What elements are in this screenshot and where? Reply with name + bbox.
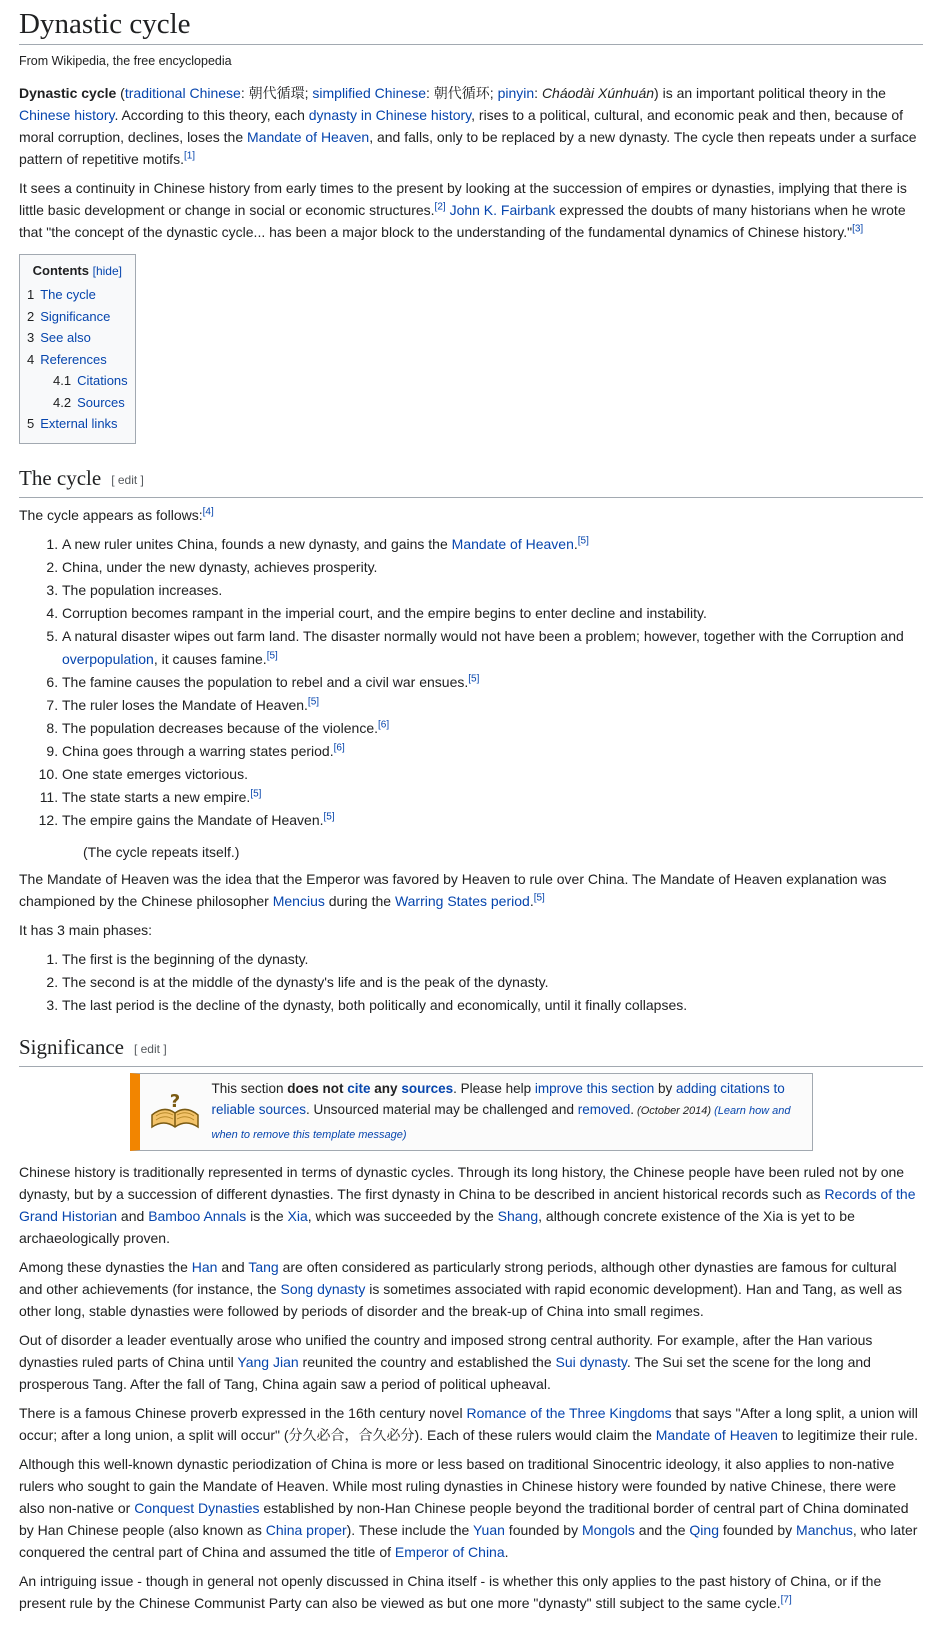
text: , and falls, only to be replaced by a new dynasty. The cycle then repeats under a surface pattern of repetitive motifs.: [19, 129, 917, 167]
citation-link[interactable]: [6]: [333, 742, 345, 754]
significance-paragraph-2: [19, 1256, 923, 1322]
cycle-step: [62, 556, 923, 579]
significance-paragraph-1: [19, 1161, 923, 1249]
toc-number: 4.2: [53, 394, 72, 410]
section-heading-cycle: [19, 464, 923, 498]
text: , who later conquered the central part of China and assumed the title of: [19, 1522, 918, 1561]
toc-item[interactable]: [27, 349, 128, 414]
link-mandate-of-heaven[interactable]: Mandate of Heaven: [655, 1427, 778, 1444]
text: China goes through a warring states period.: [62, 742, 334, 759]
text: founded by: [504, 1522, 582, 1539]
text: reunited the country and established the: [298, 1354, 556, 1371]
text: ) is an important political theory in the: [654, 85, 886, 101]
cycle-step: [62, 533, 923, 556]
link-yuan[interactable]: Yuan: [472, 1522, 505, 1539]
list-item: 2. The second is at the middle of the dynasty's life and is the peak of the dynasty.: [62, 971, 923, 994]
intro-paragraph-1: [19, 82, 923, 170]
link-removed[interactable]: removed: [577, 1102, 631, 1118]
cycle-step: [62, 579, 923, 602]
text: expressed the doubts of many historians when he wrote that "the concept of the dynastic cycle... has been a major block to the understanding of the fundamental dynamics of Chinese history.": [19, 202, 906, 240]
cycle-step: [62, 809, 923, 832]
toc-hide-toggle[interactable]: [hide]: [92, 264, 122, 278]
text: There is a famous Chinese proverb expressed in the 16th century novel: [19, 1405, 467, 1422]
link-mencius[interactable]: Mencius: [272, 892, 325, 909]
mandate-paragraph: [19, 868, 923, 912]
text: that says "After a long split, a union will occur; after a long union, a split will occur" (分久必合，合久必分). Each of these rulers would claim the: [19, 1405, 918, 1444]
link-manchus[interactable]: Manchus: [796, 1522, 853, 1539]
cycle-step: [62, 602, 923, 625]
toc-link[interactable]: Sources: [77, 394, 125, 410]
toc-link[interactable]: See also: [40, 330, 91, 345]
text: .: [573, 535, 578, 552]
text: A new ruler unites China, founds a new dynasty, and gains the: [62, 535, 452, 552]
text: .: [529, 892, 534, 909]
citation-link[interactable]: [5]: [307, 696, 320, 708]
inline-link[interactable]: Mandate of Heaven: [451, 535, 574, 552]
toc-sublist: [53, 370, 128, 413]
cycle-step: [62, 786, 923, 809]
toc-item[interactable]: [27, 327, 128, 349]
text: and the: [634, 1522, 690, 1539]
citation-link[interactable]: [5]: [266, 650, 278, 662]
toc-number: 5: [27, 416, 35, 431]
cycle-step: [62, 671, 923, 694]
text: A natural disaster wipes out farm land. The disaster normally would not have been a problem; however, together with the Corruption and: [62, 627, 904, 644]
edit-link[interactable]: [ edit ]: [133, 1041, 167, 1056]
citation-link[interactable]: [5]: [577, 535, 589, 547]
significance-paragraph-5: [19, 1453, 923, 1563]
citation-link[interactable]: [5]: [533, 892, 545, 904]
link-three-kingdoms[interactable]: Romance of the Three Kingdoms: [466, 1405, 672, 1422]
phases-intro: It has 3 main phases:: [19, 921, 153, 938]
section-heading-significance: [19, 1033, 923, 1067]
link-han[interactable]: Han: [191, 1259, 218, 1276]
text: during the: [324, 892, 395, 909]
link-sources[interactable]: sources: [401, 1080, 454, 1096]
link-bamboo-annals[interactable]: Bamboo Annals: [148, 1208, 247, 1225]
toc-title: Contents: [32, 263, 89, 278]
significance-paragraph-4: [19, 1402, 923, 1446]
cycle-intro: [19, 504, 923, 526]
heading-text: The cycle: [19, 465, 102, 490]
text: founded by: [718, 1522, 797, 1539]
citation-link[interactable]: [3]: [852, 223, 864, 235]
text: , which was succeeded by the: [307, 1208, 498, 1225]
toc-link[interactable]: References: [40, 351, 107, 367]
edit-link[interactable]: [ edit ]: [111, 472, 144, 487]
text: The cycle appears as follows:: [19, 506, 203, 523]
link-qing[interactable]: Qing: [689, 1522, 719, 1539]
inline-link[interactable]: overpopulation: [62, 650, 154, 667]
toc-number: 4.1: [53, 373, 72, 388]
text: is the: [246, 1208, 288, 1225]
toc-item[interactable]: [53, 392, 128, 414]
citation-link[interactable]: [5]: [250, 788, 262, 800]
link-sui-dynasty[interactable]: Sui dynasty: [555, 1354, 627, 1371]
link-tang[interactable]: Tang: [248, 1259, 279, 1276]
significance-paragraph-6: [19, 1570, 923, 1614]
page-title: Dynastic cycle: [19, 0, 923, 45]
text: . The Sui set the scene for the long and prosperous Tang. After the fall of Tang, China again saw a period of political upheaval.: [19, 1354, 871, 1393]
svg-text:?: ?: [169, 1091, 180, 1113]
citation-link[interactable]: [7]: [780, 1594, 792, 1606]
citation-link[interactable]: [1]: [183, 150, 196, 162]
text: :: [534, 85, 542, 101]
toc-title-row: [27, 263, 128, 278]
text: Out of disorder a leader eventually arose who unified the country and imposed strong central authority. For example, after the Han various dynasties ruled parts of China until: [19, 1332, 873, 1371]
text: The state starts a new empire.: [62, 788, 251, 805]
text: and: [117, 1208, 149, 1225]
link-records[interactable]: Records of the Grand Historian: [19, 1186, 916, 1225]
link-pinyin[interactable]: pinyin: [497, 85, 535, 101]
citation-link[interactable]: [5]: [323, 811, 335, 823]
list-item: 3. The last period is the decline of the dynasty, both politically and economically, until it finally collapses.: [62, 994, 923, 1017]
link-warring-states[interactable]: Warring States period: [394, 892, 530, 909]
link-learn-how[interactable]: (Learn how and when to remove this template message): [211, 1105, 791, 1141]
citation-link[interactable]: [6]: [378, 719, 390, 731]
toc-number: 1: [27, 287, 35, 302]
text: Chinese history is traditionally represented in terms of dynastic cycles. Through its long history, the Chinese people have been ruled not by one dynasty, but by a succession of different dynasties. The first dynasty in China to be described in ancient historical records such as: [19, 1164, 905, 1203]
heading-text: Significance: [19, 1034, 124, 1059]
unsourced-notice: [130, 1073, 813, 1152]
book-question-icon: [148, 1085, 202, 1139]
link-chinese-history[interactable]: Chinese history: [19, 107, 115, 123]
text: It sees a continuity in Chinese history from early times to the present by looking at the succession of empires or dynasties, implying that there is little basic development or change in social or economic structures.: [19, 180, 907, 218]
text: The famine causes the population to rebel and a civil war ensues.: [62, 673, 469, 690]
notice-date: (October 2014): [634, 1105, 715, 1118]
toc-item[interactable]: [27, 284, 128, 306]
toc-list: [27, 284, 128, 435]
notice-text: [212, 1078, 802, 1147]
text: : 朝代循环;: [426, 85, 498, 101]
link-fairbank[interactable]: John K. Fairbank: [449, 202, 556, 218]
phases-list: [19, 948, 923, 1017]
cycle-list: [19, 533, 923, 832]
text: The Mandate of Heaven was the idea that the Emperor was favored by Heaven to rule over China. The Mandate of Heaven explanation was championed by the Chinese philosopher: [19, 870, 887, 909]
citation-link[interactable]: [4]: [202, 506, 214, 518]
link-cite[interactable]: cite: [347, 1080, 371, 1096]
text: to legitimize their rule.: [777, 1427, 919, 1444]
toc-number: 2: [27, 308, 35, 324]
toc-item[interactable]: [53, 370, 128, 392]
cycle-repeat-note: (The cycle repeats itself.): [83, 843, 240, 860]
toc-item[interactable]: [27, 413, 128, 435]
text: (: [116, 85, 125, 101]
toc-link[interactable]: The cycle: [40, 287, 96, 302]
bold-text: does not: [287, 1080, 348, 1096]
cycle-step: [62, 740, 923, 763]
toc-link[interactable]: Significance: [40, 308, 111, 324]
text: , although concrete existence of the Xia is yet to be archaeologically proven.: [19, 1208, 855, 1247]
text: China, under the new dynasty, achieves prosperity.: [62, 558, 378, 575]
link-conquest-dynasties[interactable]: Conquest Dynasties: [134, 1500, 260, 1517]
text: established by non-Han Chinese people beyond the traditional border of central part of China dominated by Han Chinese people (also known as: [19, 1500, 909, 1539]
table-of-contents: [19, 254, 136, 444]
text: : 朝代循環;: [240, 85, 313, 101]
link-song-dynasty[interactable]: Song dynasty: [280, 1281, 366, 1298]
text: . Please help: [453, 1080, 535, 1096]
text: , rises to a political, cultural, and economic peak and then, because of moral corruption, declines, loses the: [19, 107, 904, 145]
list-item: 1. The first is the beginning of the dynasty.: [62, 948, 923, 971]
significance-paragraph-3: [19, 1329, 923, 1395]
bold-text: any: [370, 1080, 402, 1096]
link-mandate-of-heaven[interactable]: Mandate of Heaven: [247, 129, 370, 145]
text: ). These include the: [346, 1522, 473, 1539]
text: . According to this theory, each: [114, 107, 309, 123]
cycle-step: [62, 717, 923, 740]
link-traditional-chinese[interactable]: traditional Chinese: [124, 85, 241, 101]
cycle-step: [62, 625, 923, 671]
link-emperor-of-china[interactable]: Emperor of China: [394, 1544, 505, 1561]
link-china-proper[interactable]: China proper: [265, 1522, 347, 1539]
link-shang[interactable]: Shang: [497, 1208, 539, 1225]
text: is sometimes associated with rapid economic development). Han and Tang, as well as other long, stable dynasties were followed by periods of disorder and the break-up of China into small regimes.: [19, 1281, 903, 1320]
toc-item[interactable]: [27, 306, 128, 328]
pinyin-term: Cháodài Xúnhuán: [541, 85, 655, 101]
text: .: [504, 1544, 509, 1561]
toc-number: 4: [27, 351, 35, 367]
cycle-step: [62, 763, 923, 786]
text: The population increases.: [62, 581, 223, 598]
text: . Unsourced material may be challenged and: [306, 1102, 578, 1118]
citation-link[interactable]: [5]: [468, 673, 480, 685]
link-simplified-chinese[interactable]: simplified Chinese: [312, 85, 426, 101]
text: This section: [211, 1080, 288, 1096]
toc-link[interactable]: External links: [40, 416, 118, 431]
intro-paragraph-2: [19, 177, 923, 243]
text: .: [630, 1102, 634, 1118]
text: and: [217, 1259, 249, 1276]
link-adding-citations[interactable]: adding citations to reliable sources: [211, 1080, 785, 1118]
link-xia[interactable]: Xia: [287, 1208, 308, 1225]
text: Among these dynasties the: [19, 1259, 192, 1276]
text: are often considered as particularly strong periods, although other dynasties are famous for cultural and other achievements (for instance, the: [19, 1259, 897, 1298]
text: Corruption becomes rampant in the imperial court, and the empire begins to enter decline and instability.: [62, 604, 707, 621]
link-yang-jian[interactable]: Yang Jian: [237, 1354, 299, 1371]
text: by: [654, 1080, 676, 1096]
text: One state emerges victorious.: [62, 765, 248, 782]
link-improve-section[interactable]: improve this section: [534, 1080, 655, 1096]
toc-link[interactable]: Citations: [77, 373, 128, 388]
text: , it causes famine.: [153, 650, 267, 667]
text: An intriguing issue - though in general not openly discussed in China itself - is whether this only applies to the past history of China, or if the present rule by the Chinese Communist Party can also be viewed as but one more "dynasty" still subject to the same cycle.: [19, 1573, 882, 1612]
link-dynasty[interactable]: dynasty in Chinese history: [308, 107, 472, 123]
tagline: From Wikipedia, the free encyclopedia: [19, 54, 232, 68]
text: The empire gains the Mandate of Heaven.: [62, 811, 324, 828]
citation-link[interactable]: [2]: [434, 201, 446, 213]
toc-number: 3: [27, 330, 35, 345]
text: The population decreases because of the violence.: [62, 719, 378, 736]
cycle-step: [62, 694, 923, 717]
text: The ruler loses the Mandate of Heaven.: [62, 696, 308, 713]
link-mongols[interactable]: Mongols: [581, 1522, 635, 1539]
text: Although this well-known dynastic periodization of China is more or less based on traditional Sinocentric ideology, it also applies to non-native rulers who sought to gain the Mandate of Heaven. While most ruling dynasties in Chinese history were founded by native Chinese, there were also non-native or: [19, 1456, 897, 1517]
bold-term: Dynastic cycle: [19, 85, 117, 101]
